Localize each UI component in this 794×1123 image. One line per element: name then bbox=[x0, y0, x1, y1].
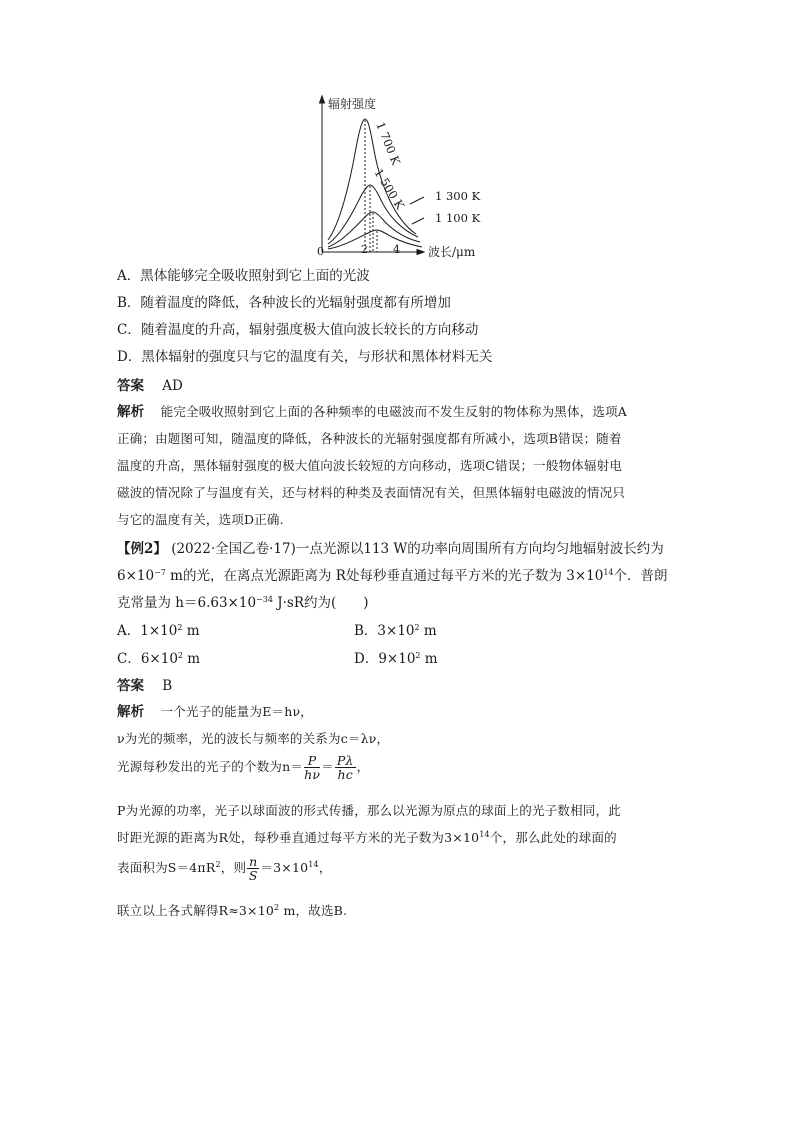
q2-option-c: C．$6\times 10^2$ m bbox=[117, 651, 201, 667]
x-axis-label: 波长/μm bbox=[428, 245, 476, 259]
curve-1100k bbox=[328, 230, 422, 249]
answer-value: B bbox=[162, 678, 173, 694]
q1-option-d: D．黑体辐射的强度只与它的温度有关，与形状和黑体材料无关 bbox=[117, 349, 493, 365]
x-tick-4: 4 bbox=[393, 243, 400, 256]
fraction-plambda-over-hc: $\frac{P\lambda}{hc}$ bbox=[336, 753, 354, 782]
curve-1700k bbox=[328, 119, 416, 240]
fraction-n-over-s: $\frac{n}{S}$ bbox=[248, 854, 258, 883]
analysis-label: 解析 bbox=[117, 704, 145, 720]
q1-option-b: B．随着温度的降低，各种波长的光辐射强度都有所增加 bbox=[117, 295, 451, 311]
q2-analysis-line-2: ν为光的频率，光的波长与频率的关系为c＝λν， bbox=[117, 731, 390, 746]
q2-option-b: B．$3\times 10^2$ m bbox=[354, 623, 437, 639]
example-source: (2022·全国乙卷·17) bbox=[171, 541, 296, 557]
blackbody-radiation-figure bbox=[300, 92, 500, 264]
curve-label-1300k: 1 300 K bbox=[435, 189, 481, 203]
q1-analysis-line-2: 正确；由题图可知，随温度的降低，各种波长的光辐射强度都有所减小，选项B错误；随着 bbox=[117, 431, 622, 446]
q2-stem-text: 一点光源以113 W的功率向周围所有方向均匀地辐射波长约为 bbox=[295, 541, 664, 557]
y-axis-label: 辐射强度 bbox=[328, 97, 377, 111]
example-tag: 【例2】 bbox=[117, 541, 167, 557]
x-axis-arrow bbox=[417, 250, 424, 255]
x-tick-2: 2 bbox=[361, 243, 368, 256]
q1-analysis-line-4: 磁波的情况除了与温度有关，还与材料的种类及表面情况有关，但黑体辐射电磁波的情况只 bbox=[117, 485, 626, 500]
q2-answer bbox=[117, 677, 172, 695]
curve-label-1700k: 1 700 K bbox=[373, 119, 404, 168]
q1-option-c: C．随着温度的升高，辐射强度极大值向波长较长的方向移动 bbox=[117, 322, 479, 338]
q2-stem-line-2: $6\times 10^{-7}$ m的光，在离点光源距离为 R处每秒垂直通过每平方米的光子数为 $3\times 10^{14}$个．普朗 bbox=[117, 568, 668, 584]
q1-option-a: A．黑体能够完全吸收照射到它上面的光波 bbox=[117, 268, 370, 284]
answer-value: AD bbox=[162, 378, 183, 394]
q1-answer bbox=[117, 377, 183, 395]
fraction-p-over-hv: $\frac{P}{h\nu}$ bbox=[304, 753, 321, 782]
q2-stem-line-3: 克常量为 $h=6.63\times 10^{-34}$ J·sR约为( ) bbox=[117, 595, 369, 611]
y-axis-arrow bbox=[320, 96, 325, 103]
q2-option-d: D．$9\times 10^2$ m bbox=[354, 651, 438, 667]
q2-analysis-line-1: 解析 一个光子的能量为E＝hν， bbox=[117, 704, 313, 720]
origin-label: 0 bbox=[317, 245, 324, 258]
analysis-text: 能完全吸收照射到它上面的各种频率的电磁波而不发生反射的物体称为黑体，选项A bbox=[160, 404, 628, 419]
curve-label-1500k: 1 500 K bbox=[371, 166, 408, 212]
q2-option-a: A．$1\times 10^2$ m bbox=[117, 623, 200, 639]
q1-analysis-line-5: 与它的温度有关，选项D正确. bbox=[117, 512, 284, 527]
q1-analysis-line-1 bbox=[117, 403, 627, 421]
analysis-label: 解析 bbox=[117, 404, 145, 420]
answer-label: 答案 bbox=[117, 378, 144, 394]
q2-analysis-line-6: 表面积为$S=4\pi R^2$，则 $\frac{n}{S}$ $=3\times 10^{14}$， bbox=[117, 854, 332, 883]
q1-analysis-line-3: 温度的升高，黑体辐射强度的极大值向波长较短的方向移动，选项C错误；一般物体辐射电 bbox=[117, 458, 623, 473]
curve-label-1100k: 1 100 K bbox=[435, 211, 481, 225]
q2-analysis-line-4: P为光源的功率，光子以球面波的形式传播，那么以光源为原点的球面上的光子数相同，此 bbox=[117, 803, 621, 818]
q2-analysis-line-7: 联立以上各式解得$R\approx 3\times 10^2$ m，故选B. bbox=[117, 903, 348, 918]
q2-stem-line-1 bbox=[117, 540, 664, 558]
q2-analysis-line-3: 光源每秒发出的光子的个数为n＝ $\frac{P}{h\nu}$ ＝ $\frac{P\lambda}{hc}$ ， bbox=[117, 753, 370, 782]
q2-analysis-line-5: 时距光源的距离为R处，每秒垂直通过每平方米的光子数为$3\times 10^{14}$个，那么此处的球面的 bbox=[117, 830, 617, 845]
answer-label: 答案 bbox=[117, 678, 144, 694]
